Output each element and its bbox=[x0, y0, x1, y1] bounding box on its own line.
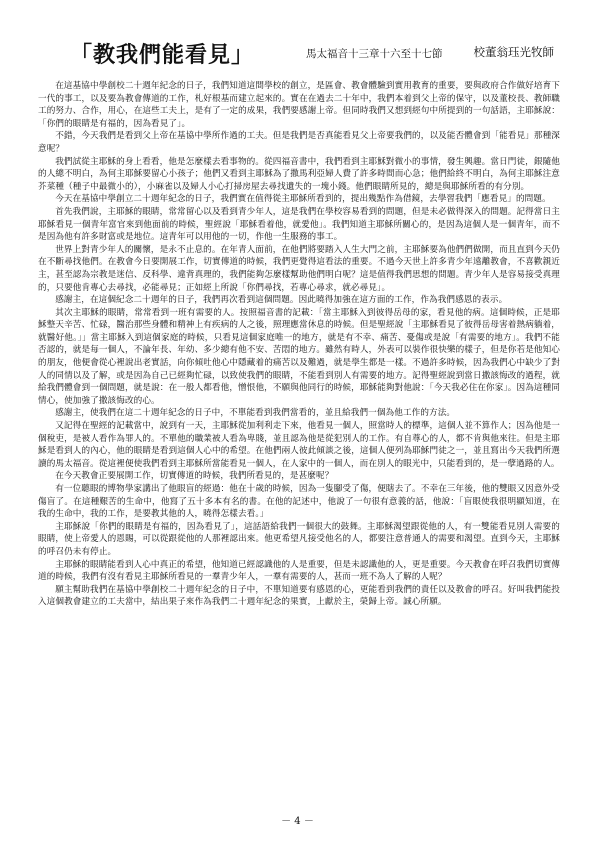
paragraph: 在這基協中學創校二十週年紀念的日子，我們知道這間學校的創立，是區會、教會體驗到實用教育的重要，要與政府合作做好培育下一代的事工，以及要為教會傳道的工作，札好根基而建立起來的。實在在過去二十年中，我們本着到父上帝的保守，以及董校長、教師職工的努力、合作，用心，在這些工夫上，是有了一定的成果，我們要感謝上帝。但同時我們又想到經句中所提到的一句話語，主耶穌說：「你們的眼睛是有福的，因為看見了」。 bbox=[38, 81, 560, 129]
paragraph: 願主幫助我們在基協中學創校二十週年紀念的日子中，不單知道要有感恩的心，更能看到我們的責任以及教會的呼召。好叫我們能投入這個教會建立的工夫當中，結出果子來作為我們二十週年紀念的果實，上獻於主，榮歸上帝。誠心所願。 bbox=[38, 584, 560, 608]
document-page bbox=[38, 30, 560, 608]
paragraph: 我們試從主耶穌的身上看看，他是怎麼樣去看事物的。從四福音書中，我們看到主耶穌對微小的事情，發生興趣。當日門徒，銀隨他的人總不明白，為何主耶穌要留心小孩子；他們又看到主耶穌為了撒馬利亞婦人費了許多時間而心急；他們給終不明白，為何主耶穌注意芥菜種（種子中最微小的），小麻雀以及婦人小心打掃房屋去尋找遺失的一塊小錢。他們眼睛所見的，總是與耶穌所看的有分別。 bbox=[38, 156, 560, 192]
paragraph: 不錯，今天我們是看到父上帝在基協中學所作過的工夫。但是我們是否真能看見父上帝要我們的，以及能否體會到「能看見」那種深意呢？ bbox=[38, 131, 560, 154]
paragraph: 今天在基協中學創立二十週年紀念的日子，我們實在值得從主耶穌所看到的，提出幾點作為借鏡，去學習我們「應看見」的問題。 bbox=[55, 194, 551, 205]
paragraph: 感謝主，在這個紀念二十週年的日子，我們再次看到這個問題。因此曉得加強在這方面的工作，作為我們感恩的表示。 bbox=[55, 295, 508, 306]
paragraph: 在今天教會正要展開工作，切實傳道的時候，我們所看見的，是甚麼呢？ bbox=[55, 471, 334, 482]
scripture-reference: 馬太福音十三章十六至十七節 bbox=[306, 48, 443, 60]
paragraph: 其次主耶穌的眼睛，常常看到一班有需要的人。按照福音書的記載：「當主耶穌入到彼得岳母的家，看見他的病。這個時候，正是耶穌整天辛苦、忙碌，醫治那些身體和精神上有疾病的人之後，照理應當休息的時候。但是聖經說「主耶穌看見了彼得岳母害着熱病躺着，就醫好他。」」當主耶穌入到這個家庭的時候，只看見這個家庭唯一的地方，就是有不幸、痛苦、憂傷或是說「有需要的地方」。我們不能否認的，就是每一個人，不論年長、年幼、多少總有他不安、苦悶的地方。雖然有時人，外表可以裝作很快樂的樣子，但是你若是他知心的朋友，他便會從心裡說出老實話，向你傾吐他心中隱藏着的痛苦以及難過，就是學生都是一樣。不過許多時候，因為我們心中缺少了對人的同情以及了解，或是因為自己已經夠忙碌，以致使我們的眼睛，不能看到別人有需要的地方。記得聖經說到當日撒該悔改的過程，就給我們體會到一個問題，就是說：在一般人都看他，憎恨他，不願與他同行的時候，耶穌能夠對他說：「今天我必住在你家」。因為這種同情心，使加強了撒該悔改的心。 bbox=[38, 307, 560, 406]
paragraph: 主耶穌的眼睛能看到人心中真正的希望，他知道已經認識他的人是重要，但是未認識他的人，更是重要。今天教會在呼召我們切實傳道的時候，我們有沒有看見主耶穌所看見的一羣青少年人，一羣有需要的人，甚而一班不為人了解的人呢？ bbox=[38, 559, 560, 583]
paragraph: 感謝主，使我們在這二十週年紀念的日子中，不單能看到我們當看的，並且給我們一個為他工作的方法。 bbox=[55, 408, 456, 419]
paragraph: 主耶穌說「你們的眼睛是有福的，因為看見了」，這話語給我們一個很大的鼓舞。主耶穌渴望跟從他的人，有一雙能看見別人需要的眼睛，使上帝愛人的恩賜，可以從跟從他的人那裡認出來。他更希望凡接受他名的人，都要注意普通人的需要和渴望。直到今天，主耶穌的呼召仍未有停止。 bbox=[38, 521, 560, 557]
paragraph: 世界上對青少年人的關懷，是永不止息的。在年青人面前，在他們將要踏入人生大門之前，主耶穌要為他們們做開，而且直到今天仍在不斷尋找他們。在教會今日要開展工作，切實傳道的時候，我們更覺得這看法的重要。不過今天世上許多青少年遠離教會，不喜歡親近主，甚至認為宗教是迷信、反科學、違背真理的，我們能夠怎麼樣幫助他們明白呢？這是值得我們思想的問題。青少年人是容易接受真理的，只要他肯專心去尋找，必能尋見；正如經上所說「你們尋找，若專心尋求，就必尋見」。 bbox=[38, 244, 560, 293]
article-author: 校董翁珏光牧師 bbox=[473, 45, 554, 59]
article-header bbox=[38, 30, 560, 76]
article-body bbox=[38, 80, 560, 609]
paragraph: 又記得在聖經的記載當中，說到有一天，主耶穌從加利利走下來，他看見一個人，照當時人的標準，這個人並不算作人；因為他是一個稅吏，是被人看作為罪人的。不單他的職業被人看為卑賤，並且認為他是從犯別人的工作。有自尊心的人，都不肯與他來往。但是主耶穌是看到人的內心，他的眼睛是看到這個人心中的希望。在他們兩人彼此傾談之後，這個人便列為耶穌門徒之一，並且寫出今天我們所選讀的馬太福音。從這裡便使我們看到主耶穌所當能看見一個人，在人家中的一個人，而在別人的眼光中，只能看到的，是一孽過路的人。 bbox=[38, 421, 560, 469]
page-number: － 4 － bbox=[281, 816, 314, 827]
article-title: 「教我們能看見」 bbox=[70, 42, 255, 68]
paragraph: 首先我們說，主耶穌的眼睛，常常留心以及看到青少年人，這是我們在學校容易看到的問題，但是未必做得深入的問題。記得當日主耶穌看見一個青年富官來到他面前的時候，聖經說「耶穌看着他，就愛他」。我們知道主耶穌所關心的，是因為這個人是一個青年，而不是因為他有許多財富或是地位。這青年可以用他的一切，作他一生服務的事工。 bbox=[38, 206, 560, 243]
paragraph: 有一位聽眼的博物學家講出了他眼盲的經過：他在十歲的時候，因為一隻腳受了傷，便瞎去了。不幸在三年後，他的雙眼又因意外受傷盲了。在這種艱苦的生命中，他寫了五十多本有名的書。在他的記述中，他說了一句很有意義的話，他說：「盲眼使我很明顯知道，在我的生命中，我的工作，是要教其他的人，曉得怎樣去看。」 bbox=[38, 484, 560, 520]
